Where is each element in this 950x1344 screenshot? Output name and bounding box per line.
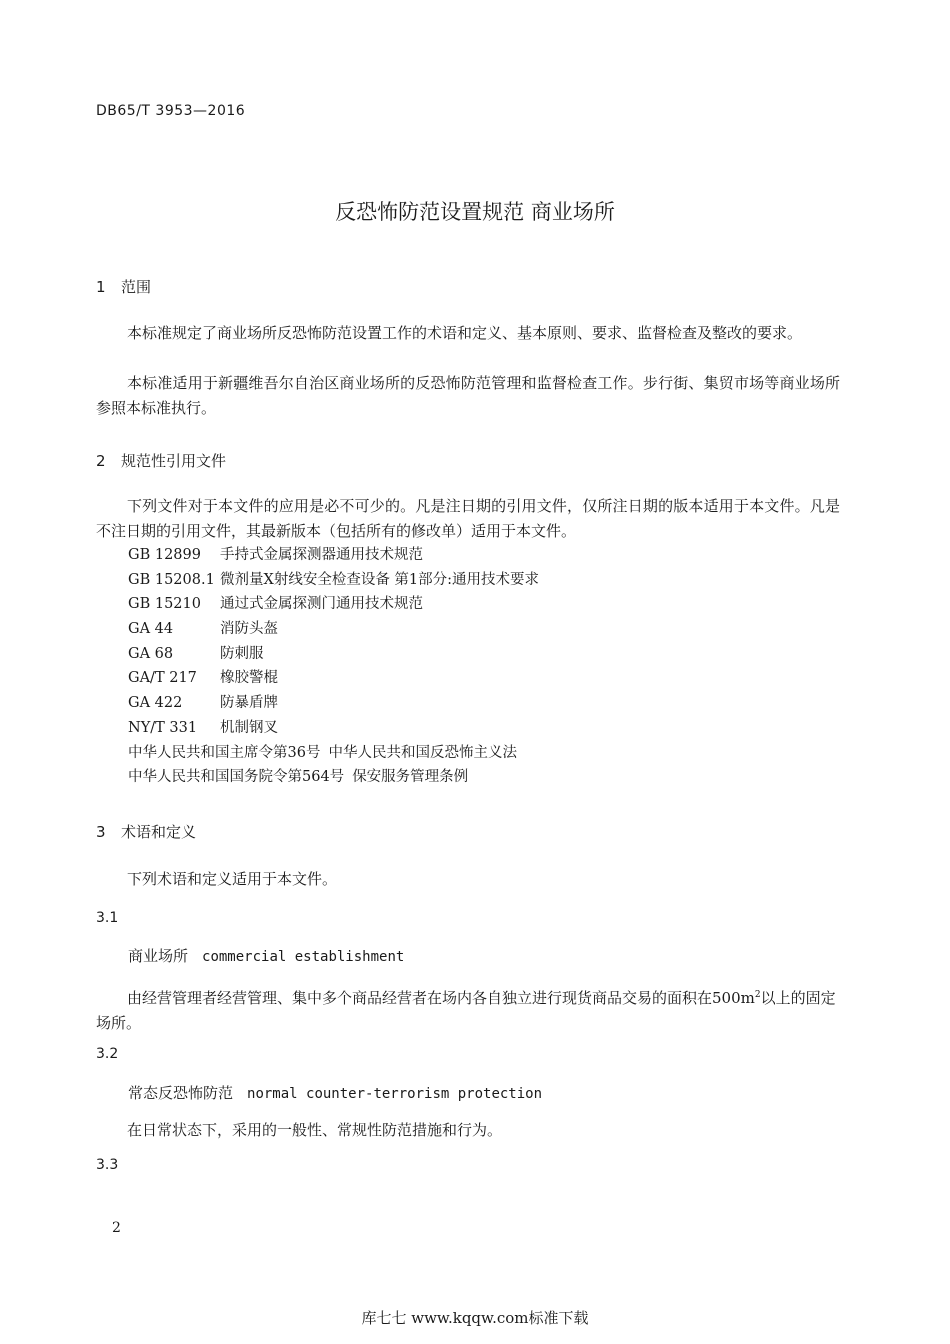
section-3-intro: 下列术语和定义适用于本文件。: [127, 870, 338, 888]
reference-item: [128, 543, 539, 568]
reference-item: [128, 666, 539, 691]
section-1-paragraph-1: 本标准规定了商业场所反恐怖防范设置工作的术语和定义、基本原则、要求、监督检查及整改的要求。: [127, 324, 803, 342]
term-heading: [128, 945, 404, 966]
section-number: 1: [96, 278, 106, 296]
term-heading: [128, 1082, 542, 1103]
section-title: 术语和定义: [121, 823, 197, 841]
reference-name: 中华人民共和国反恐怖主义法: [328, 744, 517, 761]
reference-item: [128, 691, 539, 716]
reference-name: 消防头盔: [220, 621, 278, 638]
document-code: DB65/T 3953—2016: [96, 103, 246, 119]
section-1-heading: [96, 276, 151, 297]
reference-item: [128, 741, 539, 766]
reference-name: 机制钢叉: [220, 719, 278, 736]
reference-item: [128, 592, 539, 617]
section-1-paragraph-2: 本标准适用于新疆维吾尔自治区商业场所的反恐怖防范管理和监督检查工作。步行街、集贸市场等商业场所参照本标准执行。: [96, 374, 840, 417]
term-en: commercial establishment: [202, 949, 405, 965]
reference-code: NY/T 331: [128, 719, 198, 736]
reference-code: 中华人民共和国国务院令第564号: [128, 769, 345, 786]
section-title: 规范性引用文件: [121, 452, 227, 470]
term-zh: 商业场所: [128, 947, 189, 965]
reference-code: GA 44: [128, 621, 174, 638]
term-number: 3.2: [96, 1046, 119, 1062]
reference-name: 手持式金属探测器通用技术规范: [220, 547, 423, 563]
reference-code: GB 15208.1: [128, 571, 215, 588]
term-zh: 常态反恐怖防范: [128, 1084, 234, 1102]
reference-item: [128, 642, 539, 667]
reference-list: [128, 543, 539, 790]
reference-item: [128, 617, 539, 642]
reference-code: 中华人民共和国主席令第36号: [128, 744, 321, 761]
term-definition: [96, 983, 840, 1036]
section-title: 范围: [121, 278, 152, 296]
reference-name: 防暴盾牌: [220, 695, 278, 712]
section-3-heading: [96, 821, 196, 842]
reference-code: GA 422: [128, 695, 183, 712]
term-number: 3.3: [96, 1157, 119, 1173]
superscript: 2: [754, 990, 761, 1000]
reference-item: [128, 568, 539, 593]
term-definition: 在日常状态下，采用的一般性、常规性防范措施和行为。: [127, 1121, 503, 1139]
reference-name: 防刺服: [220, 645, 264, 662]
definition-text: 由经营管理者经营管理、集中多个商品经营者在场内各自独立进行现货商品交易的面积在500m: [127, 989, 755, 1007]
reference-code: GA 68: [128, 645, 174, 662]
term-en: normal counter-terrorism protection: [247, 1086, 543, 1102]
reference-code: GA/T 217: [128, 670, 197, 687]
document-title: 反恐怖防范设置规范 商业场所: [335, 200, 615, 224]
reference-name: 微剂量X射线安全检查设备 第1部分:通用技术要求: [220, 571, 540, 588]
term-number: 3.1: [96, 910, 119, 926]
page-number: 2: [112, 1220, 121, 1236]
reference-code: GB 15210: [128, 596, 201, 613]
reference-item: [128, 765, 539, 790]
reference-name: 保安服务管理条例: [352, 769, 469, 786]
reference-item: [128, 716, 539, 741]
section-number: 2: [96, 452, 106, 470]
section-2-heading: [96, 450, 226, 471]
section-2-paragraph-1: 下列文件对于本文件的应用是必不可少的。凡是注日期的引用文件，仅所注日期的版本适用于本文件。凡是不注日期的引用文件，其最新版本（包括所有的修改单）适用于本文件。: [96, 497, 840, 540]
reference-code: GB 12899: [128, 547, 201, 563]
reference-name: 橡胶警棍: [220, 670, 278, 687]
definition-text: 以上的固定场所。: [96, 989, 836, 1032]
section-number: 3: [96, 823, 106, 841]
footer-watermark: 库七七 www.kqqw.com标准下载: [361, 1309, 589, 1327]
reference-name: 通过式金属探测门通用技术规范: [220, 596, 423, 613]
